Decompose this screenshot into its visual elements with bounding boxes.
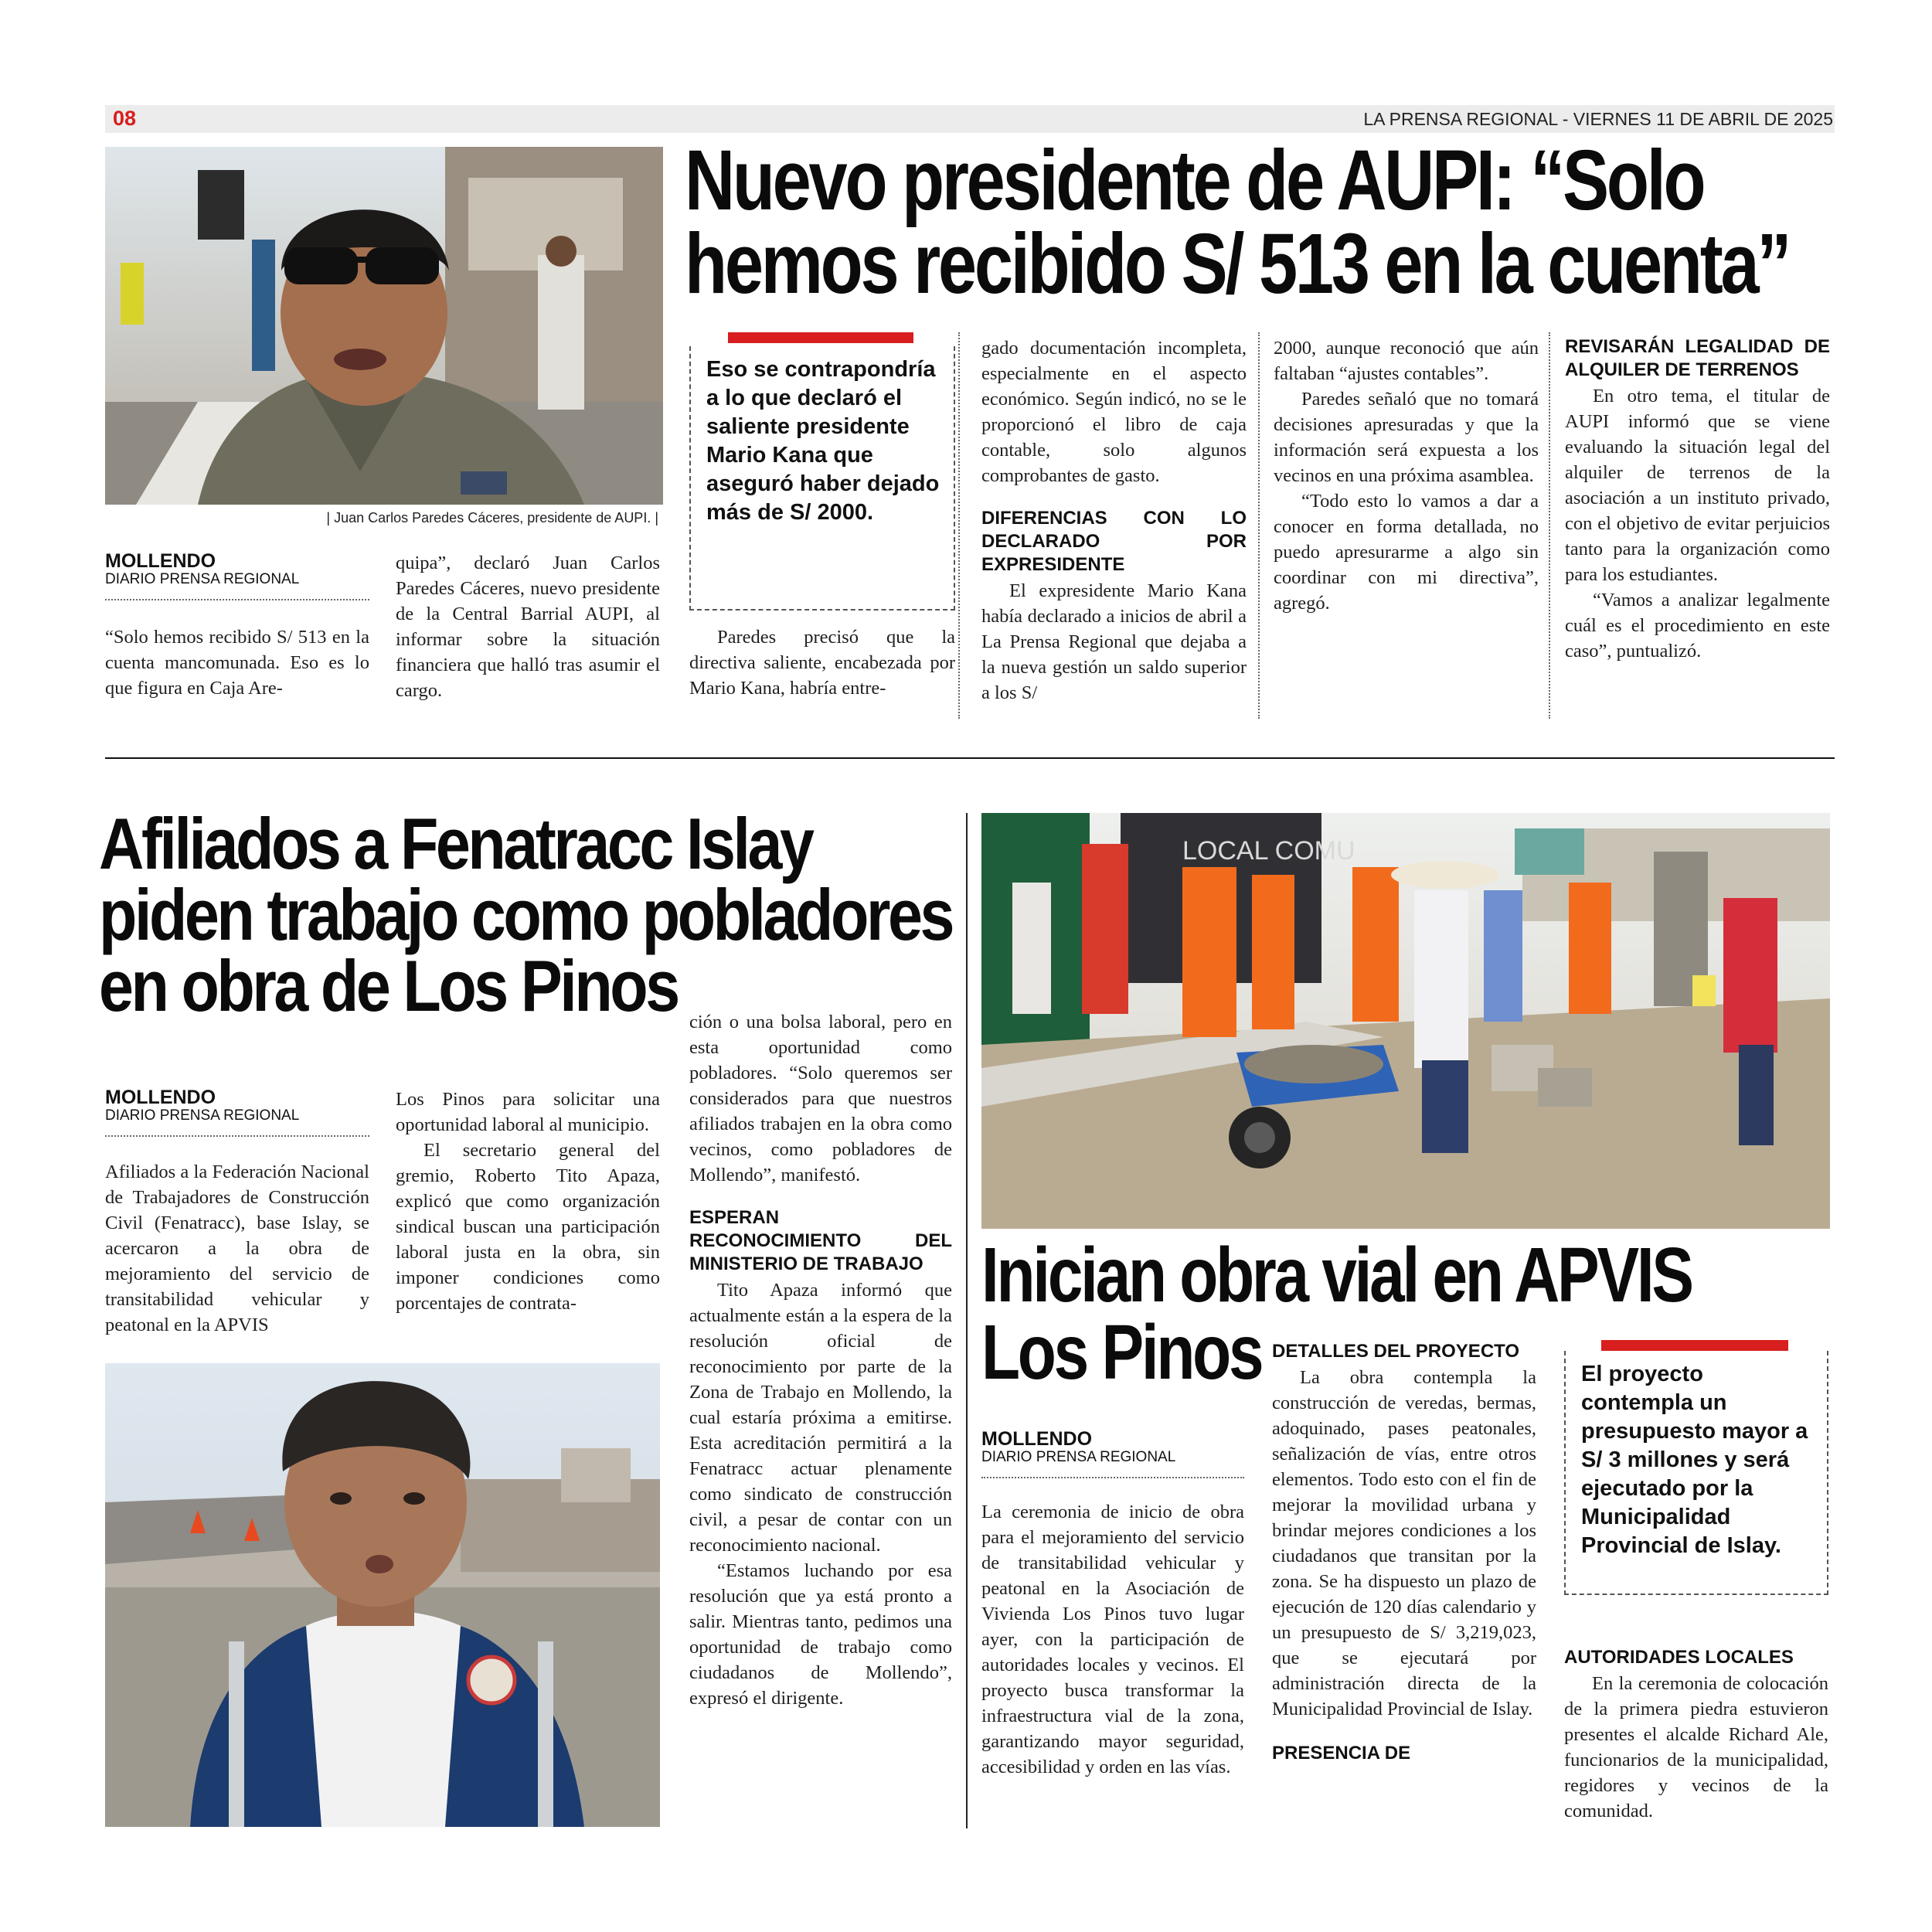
article1-col6-text2: “Vamos a analizar legalmente cuál es el procedimiento en este caso”, puntualizó. [1565, 590, 1830, 662]
article1-photo [105, 147, 663, 505]
article1-col2-text: quipa”, declaró Juan Carlos Paredes Cáceres, nuevo presidente de la Central Barrial AUPI, al informar sobre la situación financiera que halló tras asumir el cargo. [396, 553, 660, 701]
article2-headline-line1: Afiliados a Fenatracc Islay [99, 803, 812, 884]
article3-col1-text: La ceremonia de inicio de obra para el mejoramiento del servicio de transitabilidad vehicular y peatonal en la Asociación de Vivienda Los Pinos tuvo lugar ayer, con la participación de autoridades locales y vecinos. El proyecto busca transformar la infraestructura vial de la zona, garantizando mayor seguridad, accesibilidad y orden en las vías. [981, 1502, 1244, 1777]
article1-place: MOLLENDO [105, 550, 216, 572]
article3-column2 [1272, 1340, 1536, 1767]
column-divider-2 [1258, 332, 1260, 719]
article1-col6-subheading: REVISARÁN LEGALIDAD DE ALQUILER DE TERRENOS [1565, 336, 1830, 380]
article2-byline [105, 1087, 369, 1137]
article2-col3-text1: ción o una bolsa laboral, pero en esta oportunidad como pobladores. “Solo queremos ser considerados para que nuestros afiliados trabajen en la obra como vecinos, como pobladores de Mollendo”, manifestó. [689, 1012, 952, 1185]
article1-agency: DIARIO PRENSA REGIONAL [105, 571, 300, 587]
article1-column3 [689, 624, 955, 701]
article1-column2 [396, 550, 660, 703]
article2-place: MOLLENDO [105, 1087, 216, 1108]
article1-column6 [1565, 335, 1830, 664]
article3-col3-text: En la ceremonia de colocación de la primera piedra estuvieron presentes el alcalde Richard Ale, funcionarios de la municipalidad, regidores y vecinos de la comunidad. [1564, 1673, 1828, 1821]
article1-col5-text2: Paredes señaló que no tomará decisiones apresuradas y que la información será expuesta a los vecinos en una próxima asamblea. [1274, 389, 1539, 486]
article2-agency: DIARIO PRENSA REGIONAL [105, 1107, 300, 1124]
article3-pullquote: El proyecto contempla un presupuesto mayor a S/ 3 millones y será ejecutado por la Municipalidad Provincial de Islay. [1564, 1351, 1828, 1595]
article2-byline-divider [105, 1135, 369, 1137]
article2-headline [99, 803, 952, 1026]
article1-headline [685, 133, 1790, 311]
article1-col5-text3: “Todo esto lo vamos a dar a conocer en forma detallada, no puedo apresurarme a algo sin coordinar con mi directiva”, agregó. [1274, 491, 1539, 614]
banner-text: LOCAL COMU [1182, 836, 1355, 866]
article3-col2-subheading: DETALLES DEL PROYECTO [1272, 1341, 1520, 1362]
article2-col3-subheading: ESPERAN RECONOCIMIENTO DEL MINISTERIO DE TRABAJO [689, 1207, 952, 1274]
article3-col2-subheading2: PRESENCIA DE [1272, 1743, 1411, 1764]
article1-headline-line2: hemos recibido S/ 513 en la cuenta” [685, 216, 1790, 311]
article3-photo [981, 813, 1830, 1229]
article1-headline-line1: Nuevo presidente de AUPI: “Solo [685, 133, 1704, 228]
article2-col2-text1: Los Pinos para solicitar una oportunidad laboral al municipio. [396, 1089, 660, 1135]
article1-column5 [1274, 335, 1539, 616]
article3-headline-line1: Inician obra vial en APVIS [981, 1232, 1692, 1318]
article1-col1-text: “Solo hemos recibido S/ 513 en la cuenta mancomunada. Eso es lo que figura en Caja Are- [105, 627, 369, 699]
column-divider-1 [958, 332, 960, 719]
article3-byline-divider [981, 1477, 1244, 1478]
article1-byline-divider [105, 599, 369, 600]
article3-pullquote-redbar [1601, 1340, 1788, 1351]
road-work-ceremony-image [981, 813, 1830, 1229]
portrait-young-man-vest-image [105, 1363, 660, 1827]
article1-pullquote-redbar [728, 332, 913, 343]
article1-pullquote: Eso se contrapondría a lo que declaró el saliente presidente Mario Kana que aseguró haber dejado más de S/ 2000. [689, 346, 955, 611]
article2-col3-text2: Tito Apaza informó que actualmente están a la espera de la resolución oficial de reconocimiento por parte de la Zona de Trabajo en Mollendo, la cual estaría próxima a emitirse. Esta acreditación permitirá a la Fenatracc actuar plenamente como sindicato de construcción civil, a pesar de contar con un reconocimiento nacional. [689, 1280, 952, 1556]
article2-headline-line3: en obra de Los Pinos [99, 945, 678, 1026]
article1-col3-text: Paredes precisó que la directiva saliente, encabezada por Mario Kana, habría entre- [689, 627, 955, 699]
article1-column4 [981, 335, 1247, 706]
article2-col3-text3: “Estamos luchando por esa resolución que ya está pronto a salir. Mientras tanto, pedimos una oportunidad de trabajo como ciudadanos de Mollendo”, expresó el dirigente. [689, 1560, 952, 1709]
portrait-man-sunglasses-image [105, 147, 663, 505]
article2-col1-text: Afiliados a la Federación Nacional de Trabajadores de Construcción Civil (Fenatracc), base Islay, se acercaron a la obra de mejoramiento del servicio de transitabilidad vehicular y peatonal en la APVIS [105, 1162, 369, 1335]
article1-byline [105, 550, 369, 600]
article3-col3-subheading: AUTORIDADES LOCALES [1564, 1647, 1794, 1668]
article1-column1 [105, 624, 369, 701]
article2-column1 [105, 1159, 369, 1338]
article2-column3 [689, 1009, 952, 1711]
article1-photo-caption: | Juan Carlos Paredes Cáceres, presidente de AUPI. | [326, 510, 658, 526]
article1-col5-text1: 2000, aunque reconoció que aún faltaban “ajustes contables”. [1274, 338, 1539, 384]
article3-column1 [981, 1499, 1244, 1780]
article3-headline-line2: Los Pinos [981, 1309, 1262, 1396]
article2-col2-text2: El secretario general del gremio, Roberto Tito Apaza, explicó que como organización sindical buscan una participación laboral justa en la obra, sin imponer condiciones como porcentajes de contrata- [396, 1140, 660, 1314]
article2-column2 [396, 1087, 660, 1316]
article3-column3 [1564, 1646, 1828, 1824]
article1-col6-text1: En otro tema, el titular de AUPI informó que se viene evaluando la situación legal del alquiler de terrenos de la asociación a un instituto privado, con el objetivo de evitar perjuicios tanto para la organización como para los estudiantes. [1565, 386, 1830, 585]
article1-col4-text2: El expresidente Mario Kana había declarado a inicios de abril a La Prensa Regional que dejaba a la nueva gestión un saldo superior a los S/ [981, 580, 1247, 703]
article3-col2-text: La obra contempla la construcción de veredas, bermas, adoquinado, pases peatonales, señalización de vías, entre otros elementos. Todo esto con el fin de mejorar la movilidad urbana y brindar mejores condiciones a los ciudadanos que transitan por la zona. Se ha dispuesto un plazo de ejecución de 120 días calendario y un presupuesto de S/ 3,219,023, que se ejecutará por administración directa de la Municipalidad Provincial de Islay. [1272, 1367, 1536, 1719]
article3-byline [981, 1428, 1244, 1478]
section-divider [105, 757, 1835, 759]
article2-headline-line2: piden trabajo como pobladores [99, 874, 952, 955]
article1-col4-text1: gado documentación incompleta, especialmente en el aspecto económico. Según indicó, no se le proporcionó el libro de caja contable, solo algunos comprobantes de gasto. [981, 338, 1247, 486]
article2-photo [105, 1363, 660, 1827]
article3-agency: DIARIO PRENSA REGIONAL [981, 1449, 1176, 1465]
article3-place: MOLLENDO [981, 1428, 1093, 1450]
article-divider-vertical [966, 813, 968, 1828]
page-number: 08 [113, 107, 137, 130]
column-divider-3 [1549, 332, 1550, 719]
article1-col4-subheading: DIFERENCIAS CON LO DECLARADO POR EXPRESIDENTE [981, 508, 1247, 575]
publication-date: LA PRENSA REGIONAL - VIERNES 11 DE ABRIL DE 2025 [1363, 109, 1833, 129]
